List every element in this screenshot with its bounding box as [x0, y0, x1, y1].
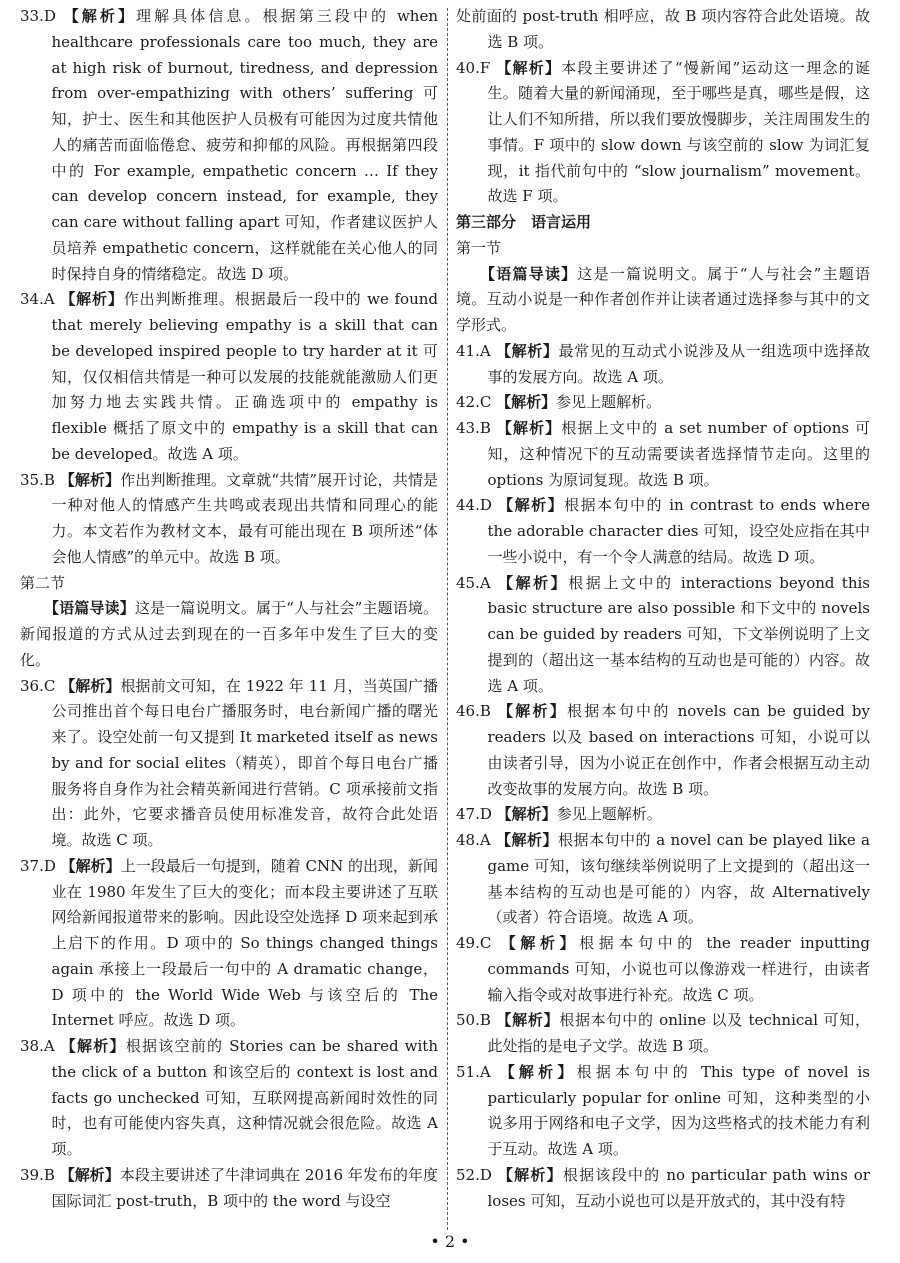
- column-divider: [447, 8, 448, 1230]
- question-number: 45.: [456, 573, 480, 592]
- analysis-tag: 【解析】: [59, 1165, 120, 1184]
- answer-item: [456, 390, 870, 416]
- question-number: 37.: [20, 856, 44, 875]
- guide-tag: 【语篇导读】: [480, 264, 578, 283]
- answer-item: [20, 1163, 438, 1215]
- answer-letter: B: [43, 1165, 55, 1184]
- analysis-text: 根据本句中的 a novel can be played like a game 可知，该句继续举例说明了上文提到的（超出这一基本结构的互动也是可能的）内容，故 Alternatively（或者）符合语境。故选 A 项。: [487, 831, 870, 927]
- section-heading: 第一节: [456, 238, 502, 257]
- analysis-tag: 【解析】: [500, 934, 580, 952]
- analysis-tag: 【解析】: [497, 702, 567, 721]
- answer-item: [20, 468, 438, 571]
- analysis-tag: 【解析】: [496, 419, 562, 437]
- part-heading: 第三部分 语言运用: [456, 213, 592, 231]
- right-column: [456, 4, 870, 1214]
- analysis-tag: 【解析】: [496, 1011, 560, 1030]
- answer-letter: B: [43, 470, 55, 489]
- question-number: 46.: [456, 702, 480, 721]
- answer-item: [456, 339, 870, 391]
- left-column: [20, 4, 438, 1214]
- analysis-tag: 【解析】: [60, 676, 121, 695]
- answer-letter: A: [43, 290, 55, 309]
- question-number: 42.: [456, 393, 480, 412]
- answer-item: [456, 931, 870, 1008]
- answer-item: [20, 674, 438, 854]
- answer-item: [456, 802, 870, 828]
- analysis-tag: 【解析】: [496, 393, 557, 412]
- analysis-text: 本段主要讲述了牛津词典在 2016 年发布的年度国际词汇 post-truth，B 项中的 the word 与设空: [51, 1165, 438, 1210]
- answer-item: [456, 571, 870, 700]
- section-heading: 第二节: [20, 573, 66, 592]
- answer-letter: F: [479, 58, 491, 77]
- question-number: 41.: [456, 341, 480, 360]
- answer-letter: A: [479, 1062, 491, 1081]
- answer-item: [456, 416, 870, 493]
- question-number: 47.: [456, 805, 480, 824]
- analysis-tag: 【解析】: [63, 7, 137, 25]
- answer-letter: A: [43, 1037, 55, 1055]
- question-number: 49.: [456, 934, 480, 952]
- answer-item: [20, 1034, 438, 1163]
- analysis-tag: 【解析】: [498, 496, 565, 515]
- answer-item: [456, 1060, 870, 1163]
- analysis-text: 根据该段中的 no particular path wins or loses 可知，互动小说也可以是开放式的，其中没有特: [487, 1165, 870, 1210]
- answer-letter: A: [479, 341, 491, 360]
- analysis-tag: 【解析】: [499, 1062, 577, 1081]
- analysis-text: 作出判断推理。文章就“共情”展开讨论，共情是一种对他人的情感产生共鸣或表现出共情和同理心的能力。本文若作为教材文本，最有可能出现在 B 项所述“体会他人情感”的单元中。故选 B 项。: [51, 470, 438, 566]
- question-number: 44.: [456, 496, 480, 515]
- passage-guide: [456, 262, 870, 339]
- analysis-text: 根据本句中的 novels can be guided by readers 以及 based on interactions 可知，小说可以由读者引导，因为小说正在创作中，作者会根据互动主动改变故事的发展方向。故选 B 项。: [487, 702, 870, 798]
- answer-letter: A: [479, 831, 491, 849]
- guide-text: 这是一篇说明文。属于“人与社会”主题语境。新闻报道的方式从过去到现在的一百多年中发生了巨大的变化。: [20, 599, 438, 669]
- question-number: 34.: [20, 290, 44, 309]
- analysis-text: 根据本句中的 online 以及 technical 可知，此处指的是电子文学。故选 B 项。: [487, 1011, 870, 1055]
- answer-item: [456, 828, 870, 931]
- analysis-text: 理解具体信息。根据第三段中的 when healthcare professionals care too much, they are at high risk of burnout, tiredness, and depression from over-empathizing with others’ suffering 可知，护士、医生和其他医护人员极有可能因为过度共情他人的痛苦而面临倦怠、疲劳和抑郁的风险。再根据第四段中的 For example, empathetic concern … If they can develop concern instead, for example, they can care without falling apart 可知，作者建议医护人员培养 empathetic concern，这样就能在关心他人的同时保持自身的情绪稳定。故选 D 项。: [51, 7, 438, 283]
- answer-letter: C: [43, 676, 56, 695]
- answer-letter: C: [479, 393, 492, 412]
- analysis-tag: 【解析】: [60, 1037, 126, 1055]
- answer-letter: B: [479, 1011, 491, 1030]
- answer-item: [20, 287, 438, 467]
- analysis-text: 根据上文中的 a set number of options 可知，这种情况下的互动需要读者选择情节走向。这里的 options 为原词复现。故选 B 项。: [487, 419, 870, 489]
- analysis-text: 根据前文可知，在 1922 年 11 月，当英国广播公司推出首个每日电台广播服务时，电台新闻广播的曙光来了。设空处前一句又提到 It marketed itself as news by and for social elites（精英），即首个每日电台广播服务将自身作为社会精英新闻进行营销。C 项承接前文指出：此外，它要求播音员使用标准发音，故符合此处语境。故选 C 项。: [51, 676, 438, 849]
- question-number: 40.: [456, 58, 480, 77]
- answer-letter: D: [479, 1165, 492, 1184]
- analysis-text: 根据本句中的 in contrast to ends where the adorable character dies 可知，设空处应指在其中一些小说中，有一个令人满意的结局。故选 D 项。: [487, 496, 870, 566]
- answer-letter: D: [43, 7, 56, 25]
- analysis-tag: 【解析】: [497, 1165, 563, 1184]
- continued-text: 处前面的 post-truth 相呼应，故 B 项内容符合此处语境。故选 B 项。: [456, 7, 870, 51]
- answer-letter: D: [479, 805, 492, 824]
- question-number: 39.: [20, 1165, 44, 1184]
- analysis-tag: 【解析】: [60, 856, 121, 875]
- question-number: 33.: [20, 7, 44, 25]
- answer-item: [456, 699, 870, 802]
- answer-item: [456, 493, 870, 570]
- answer-item: [20, 854, 438, 1034]
- question-number: 50.: [456, 1011, 480, 1030]
- analysis-text: 根据本句中的 This type of novel is particularly popular for online 可知，这种类型的小说多用于网络和电子文学，因为这些格式的技术能力有利于互动。故选 A 项。: [487, 1062, 870, 1158]
- analysis-tag: 【解析】: [496, 341, 559, 360]
- analysis-text: 根据本句中的 the reader inputting commands 可知，小说也可以像游戏一样进行，由读者输入指令或对故事进行补充。故选 C 项。: [487, 934, 870, 1004]
- answer-item: [456, 1163, 870, 1215]
- passage-guide: [20, 596, 438, 673]
- question-number: 51.: [456, 1062, 480, 1081]
- page-number: • 2 •: [430, 1232, 470, 1251]
- guide-tag: 【语篇导读】: [44, 599, 135, 618]
- answer-letter: B: [479, 702, 491, 721]
- guide-text: 这是一篇说明文。属于“人与社会”主题语境。互动小说是一种作者创作并让读者通过选择参与其中的文学形式。: [456, 264, 870, 334]
- question-number: 43.: [456, 419, 480, 437]
- analysis-text: 本段主要讲述了“慢新闻”运动这一理念的诞生。随着大量的新闻涌现，至于哪些是真，哪些是假，这让人们不知所措，所以我们要放慢脚步，关注周围发生的事情。F 项中的 slow down 与该空前的 slow 为词汇复现，it 指代前句中的 “slow journalism” movement。故选 F 项。: [487, 58, 870, 206]
- analysis-text: 上一段最后一句提到，随着 CNN 的出现，新闻业在 1980 年发生了巨大的变化；而本段主要讲述了互联网给新闻报道带来的影响。因此设空处选择 D 项来起到承上启下的作用。D 项中的 So things changed things again 承接上一段最后一句中的 A dramatic change，D 项中的 the World Wide Web 与该空后的 The Internet 呼应。故选 D 项。: [51, 856, 438, 1030]
- analysis-tag: 【解析】: [498, 573, 569, 592]
- answer-letter: B: [479, 419, 491, 437]
- analysis-tag: 【解析】: [59, 470, 121, 489]
- question-number: 35.: [20, 470, 44, 489]
- analysis-text: 参见上题解析。: [556, 805, 662, 824]
- answer-letter: D: [479, 496, 492, 515]
- analysis-text: 最常见的互动式小说涉及从一组选项中选择故事的发展方向。故选 A 项。: [487, 341, 870, 386]
- analysis-text: 根据该空前的 Stories can be shared with the click of a button 和该空后的 context is lost and facts go unchecked 可知，互联网提高新闻时效性的同时，也有可能使内容失真，这种情况就会很危险。故选 A 项。: [51, 1037, 438, 1158]
- answer-letter: D: [43, 856, 56, 875]
- answer-item: [20, 4, 438, 287]
- answer-letter: A: [479, 573, 491, 592]
- analysis-text: 参见上题解析。: [556, 393, 662, 412]
- analysis-text: 根据上文中的 interactions beyond this basic structure are also possible 和下文中的 novels can be guided by readers 可知，下文举例说明了上文提到的（超出这一基本结构的互动也是可能的）内容。故选 A 项。: [487, 573, 870, 695]
- answer-letter: C: [479, 934, 492, 952]
- analysis-tag: 【解析】: [496, 58, 562, 77]
- analysis-tag: 【解析】: [496, 805, 557, 824]
- answer-item: [456, 1008, 870, 1060]
- answer-item: [456, 56, 870, 211]
- question-number: 52.: [456, 1165, 480, 1184]
- question-number: 38.: [20, 1037, 44, 1055]
- question-number: 36.: [20, 676, 44, 695]
- analysis-tag: 【解析】: [60, 290, 124, 309]
- question-number: 48.: [456, 831, 480, 849]
- analysis-text: 作出判断推理。根据最后一段中的 we found that merely believing empathy is a skill that can be developed inspired people to try harder at it 可知，仅仅相信共情是一种可以发展的技能就能激励人们更加努力地去实践共情。正确选项中的 empathy is flexible 概括了原文中的 empathy is a skill that can be developed。故选 A 项。: [51, 290, 438, 463]
- analysis-tag: 【解析】: [495, 831, 558, 849]
